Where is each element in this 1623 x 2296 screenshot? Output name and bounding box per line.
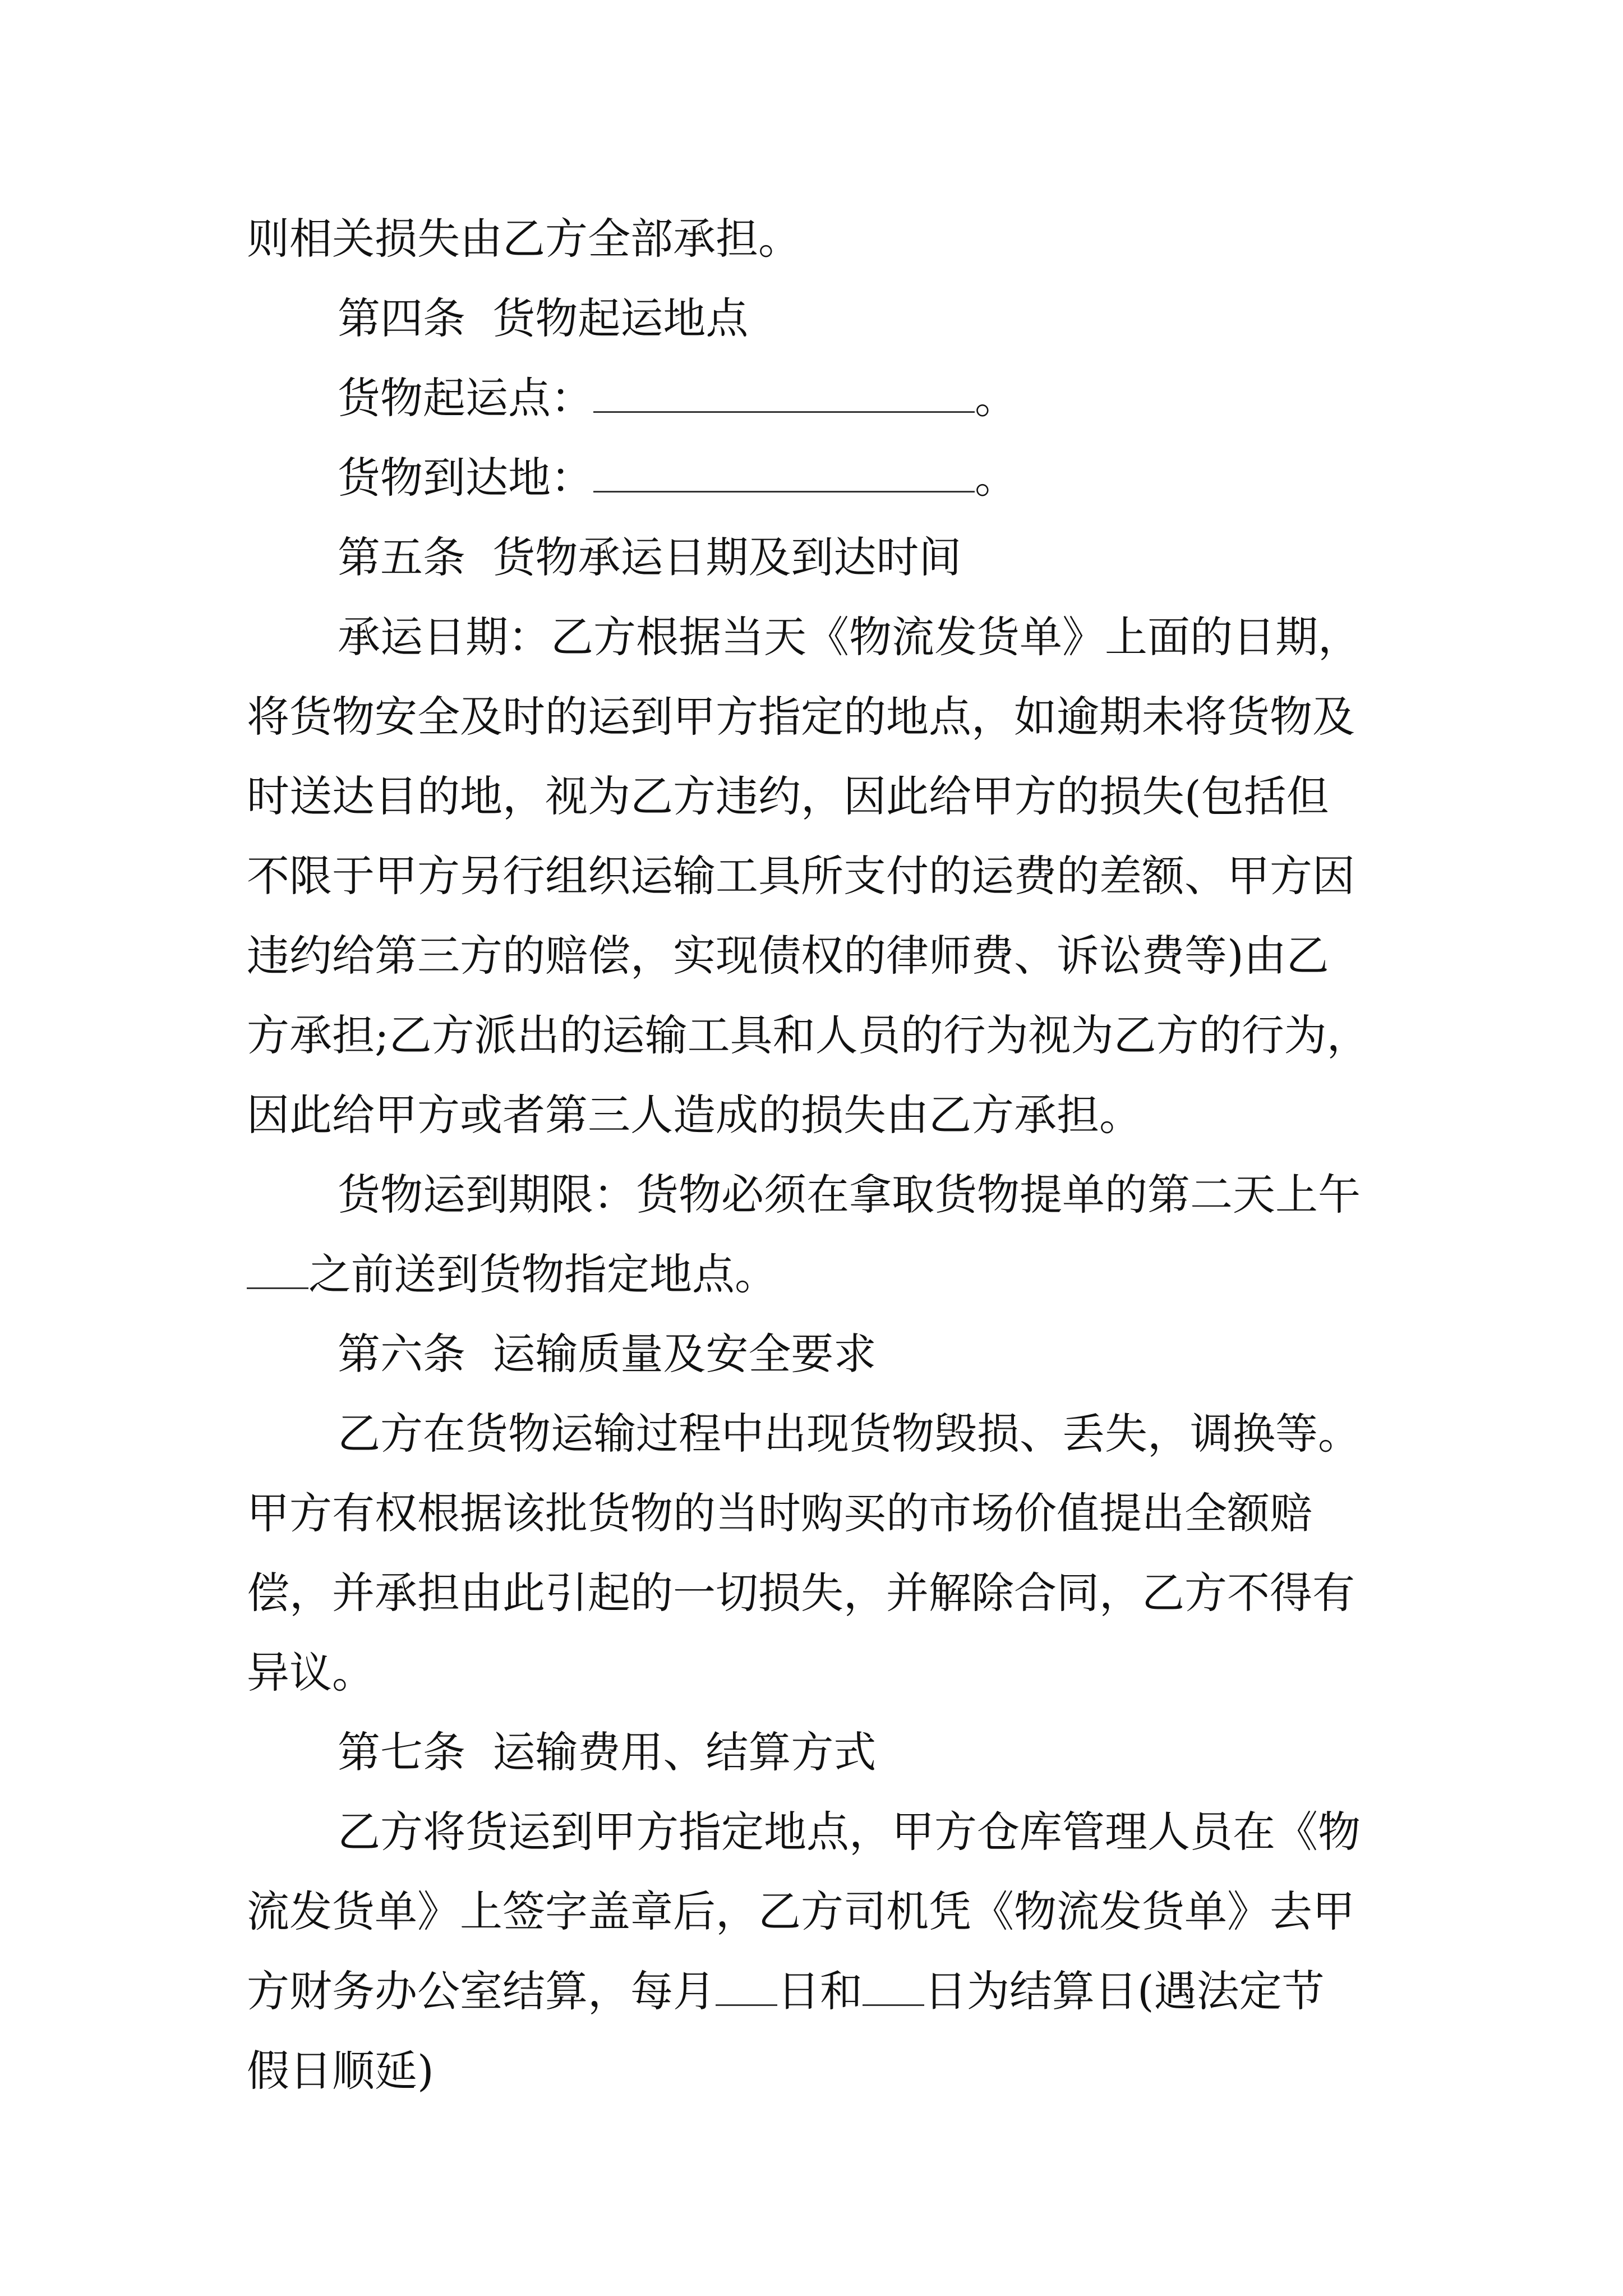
text-line: 甲方有权根据该批货物的当时购买的市场价值提出全额赔 [247, 1488, 1312, 1538]
text-line: 流发货单》上签字盖章后，乙方司机凭《物流发货单》去甲 [247, 1887, 1355, 1936]
text-line: 之前送到货物指定地点。 [247, 1249, 777, 1300]
text-line: 将货物安全及时的运到甲方指定的地点，如逾期未将货物及 [247, 692, 1355, 742]
text-line: 因此给甲方或者第三人造成的损失由乙方承担。 [247, 1090, 1142, 1140]
article-6-heading: 第六条 运输质量及安全要求 [338, 1329, 877, 1379]
text-line: 假日顺延) [247, 2046, 434, 2096]
text-line: 货物起运点： 。 [338, 373, 1017, 423]
article-5-heading: 第五条 货物承运日期及到达时间 [338, 532, 962, 582]
fill-in-blank [247, 1251, 308, 1289]
article-7-heading: 第七条 运输费用、结算方式 [338, 1727, 877, 1777]
text-line: 则相关损失由乙方全部承担。 [247, 214, 801, 264]
text-line: 货物运到期限：货物必须在拿取货物提单的第二天上午 [338, 1170, 1361, 1220]
text-line: 异议。 [247, 1648, 375, 1697]
text-line: 货物到达地： 。 [338, 453, 1017, 503]
fill-in-blank [863, 1968, 924, 2006]
text-line: 不限于甲方另行组织运输工具所支付的运费的差额、甲方因 [247, 851, 1355, 901]
fill-in-blank [716, 1968, 777, 2006]
text-line: 乙方在货物运输过程中出现货物毁损、丢失，调换等。 [338, 1409, 1361, 1458]
text-line: 方财务办公室结算，每月 日和 日为结算日(遇法定节 [247, 1966, 1325, 2016]
text-line: 承运日期：乙方根据当天《物流发货单》上面的日期， [338, 612, 1361, 662]
fill-in-blank [593, 455, 975, 493]
text-line: 时送达目的地，视为乙方违约，因此给甲方的损失(包括但 [247, 771, 1329, 821]
text-line: 乙方将货运到甲方指定地点，甲方仓库管理人员在《物 [338, 1807, 1361, 1857]
article-4-heading: 第四条 货物起运地点 [338, 293, 749, 343]
text-line: 偿，并承担由此引起的一切损失，并解除合同，乙方不得有 [247, 1568, 1355, 1618]
fill-in-blank [593, 375, 975, 413]
text-line: 方承担;乙方派出的运输工具和人员的行为视为乙方的行为， [247, 1010, 1370, 1060]
text-line: 违约给第三方的赔偿，实现债权的律师费、诉讼费等)由乙 [247, 931, 1329, 981]
